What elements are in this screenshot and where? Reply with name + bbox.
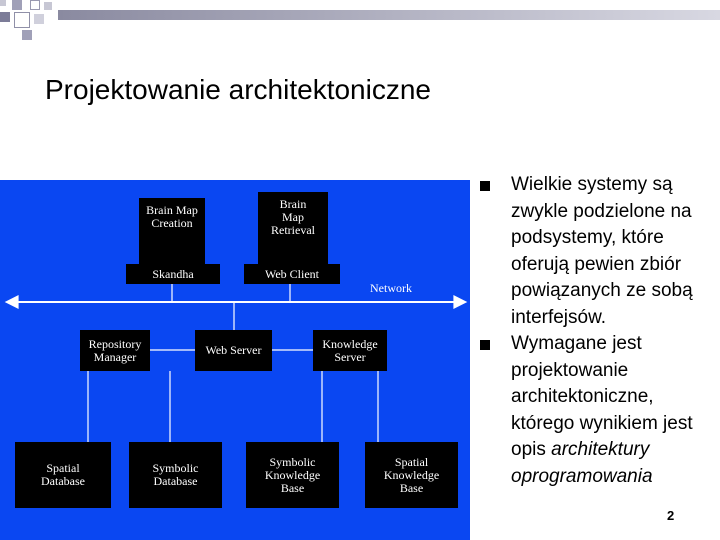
box-label: Brain Map Retrieval	[271, 197, 315, 237]
repository-manager-box	[80, 330, 150, 371]
box-label: Repository Manager	[88, 336, 142, 364]
box-label: Spatial Knowledge Base	[383, 454, 440, 495]
slide-title: Projektowanie architektoniczne	[45, 74, 431, 105]
web-server-box	[195, 330, 272, 371]
network-label: Network	[370, 281, 412, 295]
spatial-database-box	[15, 442, 111, 508]
knowledge-server-box	[313, 330, 387, 371]
spatial-knowledge-base-box	[365, 442, 458, 508]
box-label: Web Client	[264, 266, 320, 281]
box-label: Skandha	[152, 266, 194, 281]
bullet-text: Wielkie systemy są zwykle podzielone na podsystemy, które oferują pewien zbiór powiązanych ze sobą interfejsów.	[511, 174, 693, 328]
box-label: Symbolic Database	[152, 461, 199, 488]
brain-map-retrieval-box	[258, 192, 328, 264]
square-bullet-icon	[480, 181, 490, 191]
page-number: 2	[667, 508, 675, 523]
bullet-item	[480, 172, 716, 331]
architecture-diagram	[0, 180, 470, 540]
box-label: Knowledge Server	[322, 336, 378, 364]
bullet-list	[480, 172, 716, 490]
box-label: Spatial Database	[41, 461, 85, 488]
bullet-text: Wymagane jest projektowanie architektoniczne, którego wynikiem jest opis	[511, 333, 693, 460]
symbolic-database-box	[129, 442, 222, 508]
skandha-box	[126, 264, 220, 284]
box-label: Web Server	[205, 343, 262, 357]
web-client-box	[244, 264, 340, 284]
bullet-emphasis: architektury oprogramowania	[511, 439, 653, 487]
square-bullet-icon	[480, 340, 490, 350]
box-label: Symbolic Knowledge Base	[264, 454, 321, 495]
brain-map-creation-box	[139, 198, 205, 264]
symbolic-knowledge-base-box	[246, 442, 339, 508]
bullet-item	[480, 331, 716, 490]
box-label: Brain Map Creation	[146, 203, 198, 230]
